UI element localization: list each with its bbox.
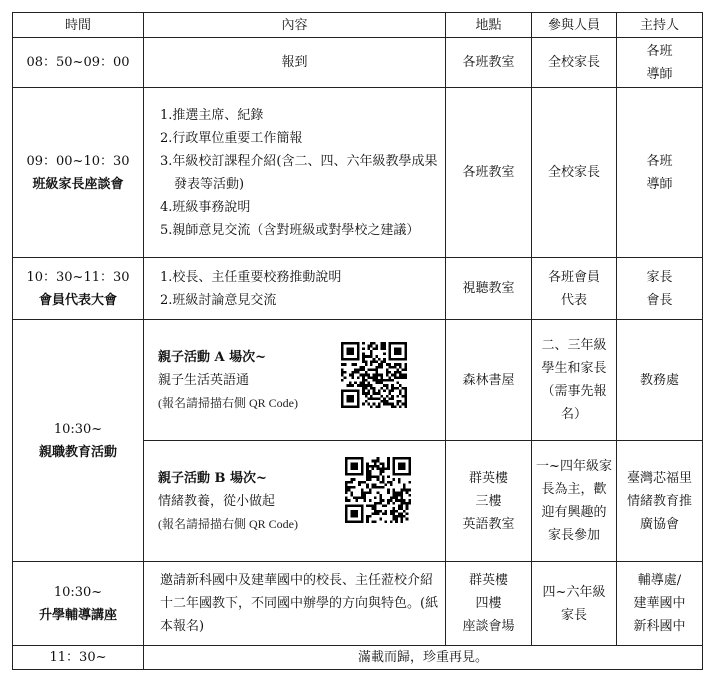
- row-admission-talk: [13, 562, 703, 646]
- class-meeting-time: 09：00~10：30: [26, 153, 130, 169]
- checkin-content: 報到: [144, 38, 446, 88]
- parenting-time: 10:30~: [53, 421, 103, 437]
- header-host: 主持人: [617, 13, 703, 38]
- activity-b-host: 臺灣芯福里情緒教育推廣協會: [617, 441, 703, 562]
- header-time: 時間: [13, 13, 144, 38]
- activity-b-note: (報名請掃描右側 QR Code): [158, 516, 298, 531]
- class-meeting-content: [144, 88, 446, 258]
- checkin-location: 各班教室: [446, 38, 532, 88]
- activity-b-location: 群英樓 三樓 英語教室: [446, 441, 532, 562]
- schedule-table: [12, 12, 703, 670]
- closing-content: 滿載而歸，珍重再見。: [144, 646, 703, 670]
- parenting-title: 親職教育活動: [38, 444, 117, 460]
- activity-a-host: 教務處: [617, 320, 703, 441]
- list-item: 1.推選主席、紀錄: [160, 107, 264, 123]
- assembly-host: 家長 會長: [617, 258, 703, 320]
- header-content: 內容: [144, 13, 446, 38]
- assembly-location: 視聽教室: [446, 258, 532, 320]
- qr-code-b[interactable]: [345, 457, 411, 523]
- class-meeting-location: 各班教室: [446, 88, 532, 258]
- qr-code-icon: [345, 457, 411, 523]
- assembly-participants: 各班會員 代表: [532, 258, 617, 320]
- admission-participants: 四~六年級 家長: [532, 562, 617, 646]
- class-meeting-host: 各班 導師: [617, 88, 703, 258]
- assembly-time-cell: [13, 258, 144, 320]
- class-meeting-time-cell: [13, 88, 144, 258]
- admission-content: 邀請新科國中及建華國中的校長、主任蒞校介紹十二年國教下，不同國中辦學的方向與特色。(紙本報名): [144, 562, 446, 646]
- header-location: 地點: [446, 13, 532, 38]
- activity-b-desc: 情緒教養，從小做起: [158, 493, 276, 509]
- assembly-content: [144, 258, 446, 320]
- list-item: 2.班級討論意見交流: [160, 292, 277, 308]
- list-item: 1.校長、主任重要校務推動說明: [160, 269, 342, 285]
- class-meeting-participants: 全校家長: [532, 88, 617, 258]
- checkin-time: 08：50~09：00: [13, 38, 144, 88]
- admission-host: 輔導處/ 建華國中 新科國中: [617, 562, 703, 646]
- assembly-title: 會員代表大會: [38, 292, 117, 308]
- activity-a-location: 森林書屋: [446, 320, 532, 441]
- activity-a-content: [144, 320, 446, 441]
- row-parenting-a: [13, 320, 703, 441]
- checkin-host: 各班 導師: [617, 38, 703, 88]
- qr-code-icon: [341, 342, 407, 408]
- parenting-time-cell: [13, 320, 144, 562]
- row-member-assembly: [13, 258, 703, 320]
- checkin-participants: 全校家長: [532, 38, 617, 88]
- admission-location: 群英樓 四樓 座談會場: [446, 562, 532, 646]
- activity-b-participants: 一~四年級家長為主，歡迎有興趣的家長參加: [532, 441, 617, 562]
- header-participants: 參與人員: [532, 13, 617, 38]
- list-item: 3.年級校訂課程介紹(含二、四、六年級教學成果發表等活動): [160, 153, 438, 192]
- activity-a-participants: 二、三年級學生和家長（需事先報名）: [532, 320, 617, 441]
- admission-time: 10:30~: [53, 584, 103, 600]
- list-item: 5.親師意見交流（含對班級或對學校之建議）: [160, 222, 420, 238]
- list-item: 4.班級事務說明: [160, 199, 251, 215]
- assembly-time: 10：30~11：30: [26, 269, 130, 285]
- row-closing: [13, 646, 703, 670]
- activity-a-note: (報名請掃描右側 QR Code): [158, 395, 298, 410]
- admission-time-cell: [13, 562, 144, 646]
- row-checkin: [13, 38, 703, 88]
- class-meeting-title: 班級家長座談會: [32, 176, 124, 192]
- row-class-meeting: [13, 88, 703, 258]
- header-row: [13, 13, 703, 38]
- activity-b-content: [144, 441, 446, 562]
- activity-a-title: 親子活動 A 場次~: [158, 349, 267, 365]
- closing-time: 11：30~: [13, 646, 144, 670]
- activity-a-desc: 親子生活英語通: [158, 372, 250, 388]
- admission-title: 升學輔導講座: [38, 607, 117, 623]
- activity-b-title: 親子活動 B 場次~: [158, 470, 267, 486]
- list-item: 2.行政單位重要工作簡報: [160, 130, 303, 146]
- qr-code-a[interactable]: [341, 342, 407, 408]
